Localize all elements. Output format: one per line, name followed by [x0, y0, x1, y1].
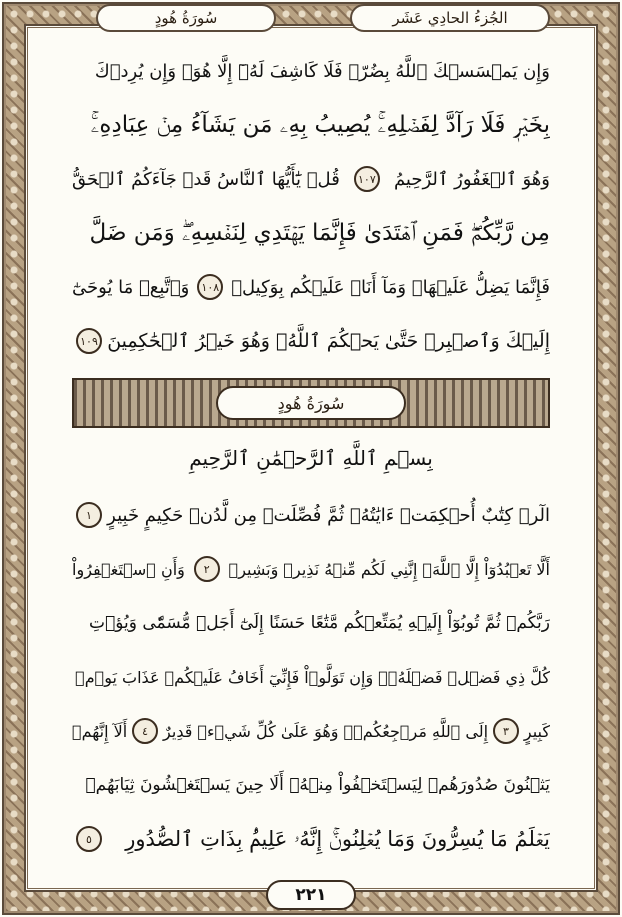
text-line: [72, 760, 550, 810]
page-number: ٢٢١: [266, 880, 356, 910]
ayah-number-marker: ٢: [194, 556, 220, 582]
surah-title: سُورَةُ هُودٍ: [216, 386, 406, 420]
text-line: [72, 490, 550, 540]
ayah-number-marker: ١: [76, 502, 102, 528]
verse-text: فَإِنَّمَا يَضِلُّ عَلَيۡهَاۖ وَمَآ أَنَا۠ عَلَيۡكُم بِوَكِيلٖ: [231, 276, 550, 298]
verse-text: قُلۡ يَٰٓأَيُّهَا ٱلنَّاسُ قَدۡ جَآءَكُمُ ٱلۡحَقُّ: [72, 168, 340, 190]
text-line: [72, 652, 550, 702]
text-line: [72, 100, 550, 150]
verse-text: أَلَّا تَعۡبُدُوٓاْ إِلَّا ٱللَّهَۚ إِنَّنِي لَكُم مِّنۡهُ نَذِيرٞ وَبَشِيرٞ: [228, 559, 550, 579]
ayah-number-marker: ٣: [493, 718, 519, 744]
text-line: [72, 706, 550, 756]
verse-text: وَٱتَّبِعۡ مَا يُوحَىٰٓ: [72, 276, 190, 298]
ayah-number-marker: ٥: [76, 826, 102, 852]
verse-text: وَأَنِ ٱسۡتَغۡفِرُواْ: [72, 559, 185, 579]
verse-text: بِخَيۡرٖ فَلَا رَآدَّ لِفَضۡلِهِۦۚ يُصِيبُ بِهِۦ مَن يَشَآءُ مِنۡ عِبَادِهِۦۚ: [90, 112, 550, 138]
verse-text: يَثۡنُونَ صُدُورَهُمۡ لِيَسۡتَخۡفُواْ مِنۡهُۚ أَلَا حِينَ يَسۡتَغۡشُونَ ثِيَابَهُمۡ: [85, 775, 550, 795]
text-line: [72, 598, 550, 648]
text-line: [72, 262, 550, 312]
text-line: [72, 46, 550, 96]
verse-text: كُلَّ ذِي فَضۡلٖ فَضۡلَهُۥۖ وَإِن تَوَلَّوۡاْ فَإِنِّيٓ أَخَافُ عَلَيۡكُمۡ عَذَابَ يَوۡمٖ: [75, 667, 550, 687]
surah-name-header: سُورَةُ هُودٍ: [96, 4, 276, 32]
text-line: [72, 814, 550, 864]
ayah-number-marker: ١٠٨: [197, 274, 223, 300]
juz-header: الجُزءُ الحادِي عَشَر: [350, 4, 550, 32]
text-line: [72, 208, 550, 258]
text-line: [72, 316, 550, 366]
verse-text: كَبِيرٍ: [523, 721, 550, 741]
verse-text: مِن رَّبِّكُمۡۖ فَمَنِ ٱهۡتَدَىٰ فَإِنَّمَا يَهۡتَدِي لِنَفۡسِهِۦۖ وَمَن ضَلَّ: [89, 220, 550, 246]
basmala: بِسۡمِ ٱللَّهِ ٱلرَّحۡمَٰنِ ٱلرَّحِيمِ: [189, 446, 433, 470]
verse-text: وَإِن يَمۡسَسۡكَ ٱللَّهُ بِضُرّٖ فَلَا كَاشِفَ لَهُۥٓ إِلَّا هُوَۖ وَإِن يُرِدۡكَ: [94, 60, 550, 82]
verse-text: يَعۡلَمُ مَا يُسِرُّونَ وَمَا يُعۡلِنُونَۚ إِنَّهُۥ عَلِيمُۢ بِذَاتِ ٱلصُّدُورِ: [125, 826, 550, 851]
text-line: [72, 544, 550, 594]
ayah-number-marker: ٤: [132, 718, 158, 744]
verse-text: رَبَّكُمۡ ثُمَّ تُوبُوٓاْ إِلَيۡهِ يُمَتِّعۡكُم مَّتَٰعًا حَسَنًا إِلَىٰٓ أَجَلٖ مُّسَمّٗى وَيُؤۡتِ: [88, 613, 550, 633]
ayah-number-marker: ١٠٧: [354, 166, 380, 192]
text-line: [72, 154, 550, 204]
verse-text: إِلَيۡكَ وَٱصۡبِرۡ حَتَّىٰ يَحۡكُمَ ٱللَّهُۚ وَهُوَ خَيۡرُ ٱلۡحَٰكِمِينَ: [107, 330, 550, 352]
surah-banner: [72, 378, 550, 428]
verse-text: إِلَى ٱللَّهِ مَرۡجِعُكُمۡۖ وَهُوَ عَلَىٰ كُلِّ شَيۡءٖ قَدِيرٌ: [163, 721, 489, 741]
verse-text: الٓرۚ كِتَٰبٌ أُحۡكِمَتۡ ءَايَٰتُهُۥ ثُمَّ فُصِّلَتۡ مِن لَّدُنۡ حَكِيمٍ خَبِيرٍ: [107, 504, 550, 526]
verse-text: أَلَآ إِنَّهُمۡ: [72, 721, 128, 741]
ayah-number-marker: ١٠٩: [76, 328, 102, 354]
verse-text: وَهُوَ ٱلۡغَفُورُ ٱلرَّحِيمُ: [393, 168, 550, 190]
